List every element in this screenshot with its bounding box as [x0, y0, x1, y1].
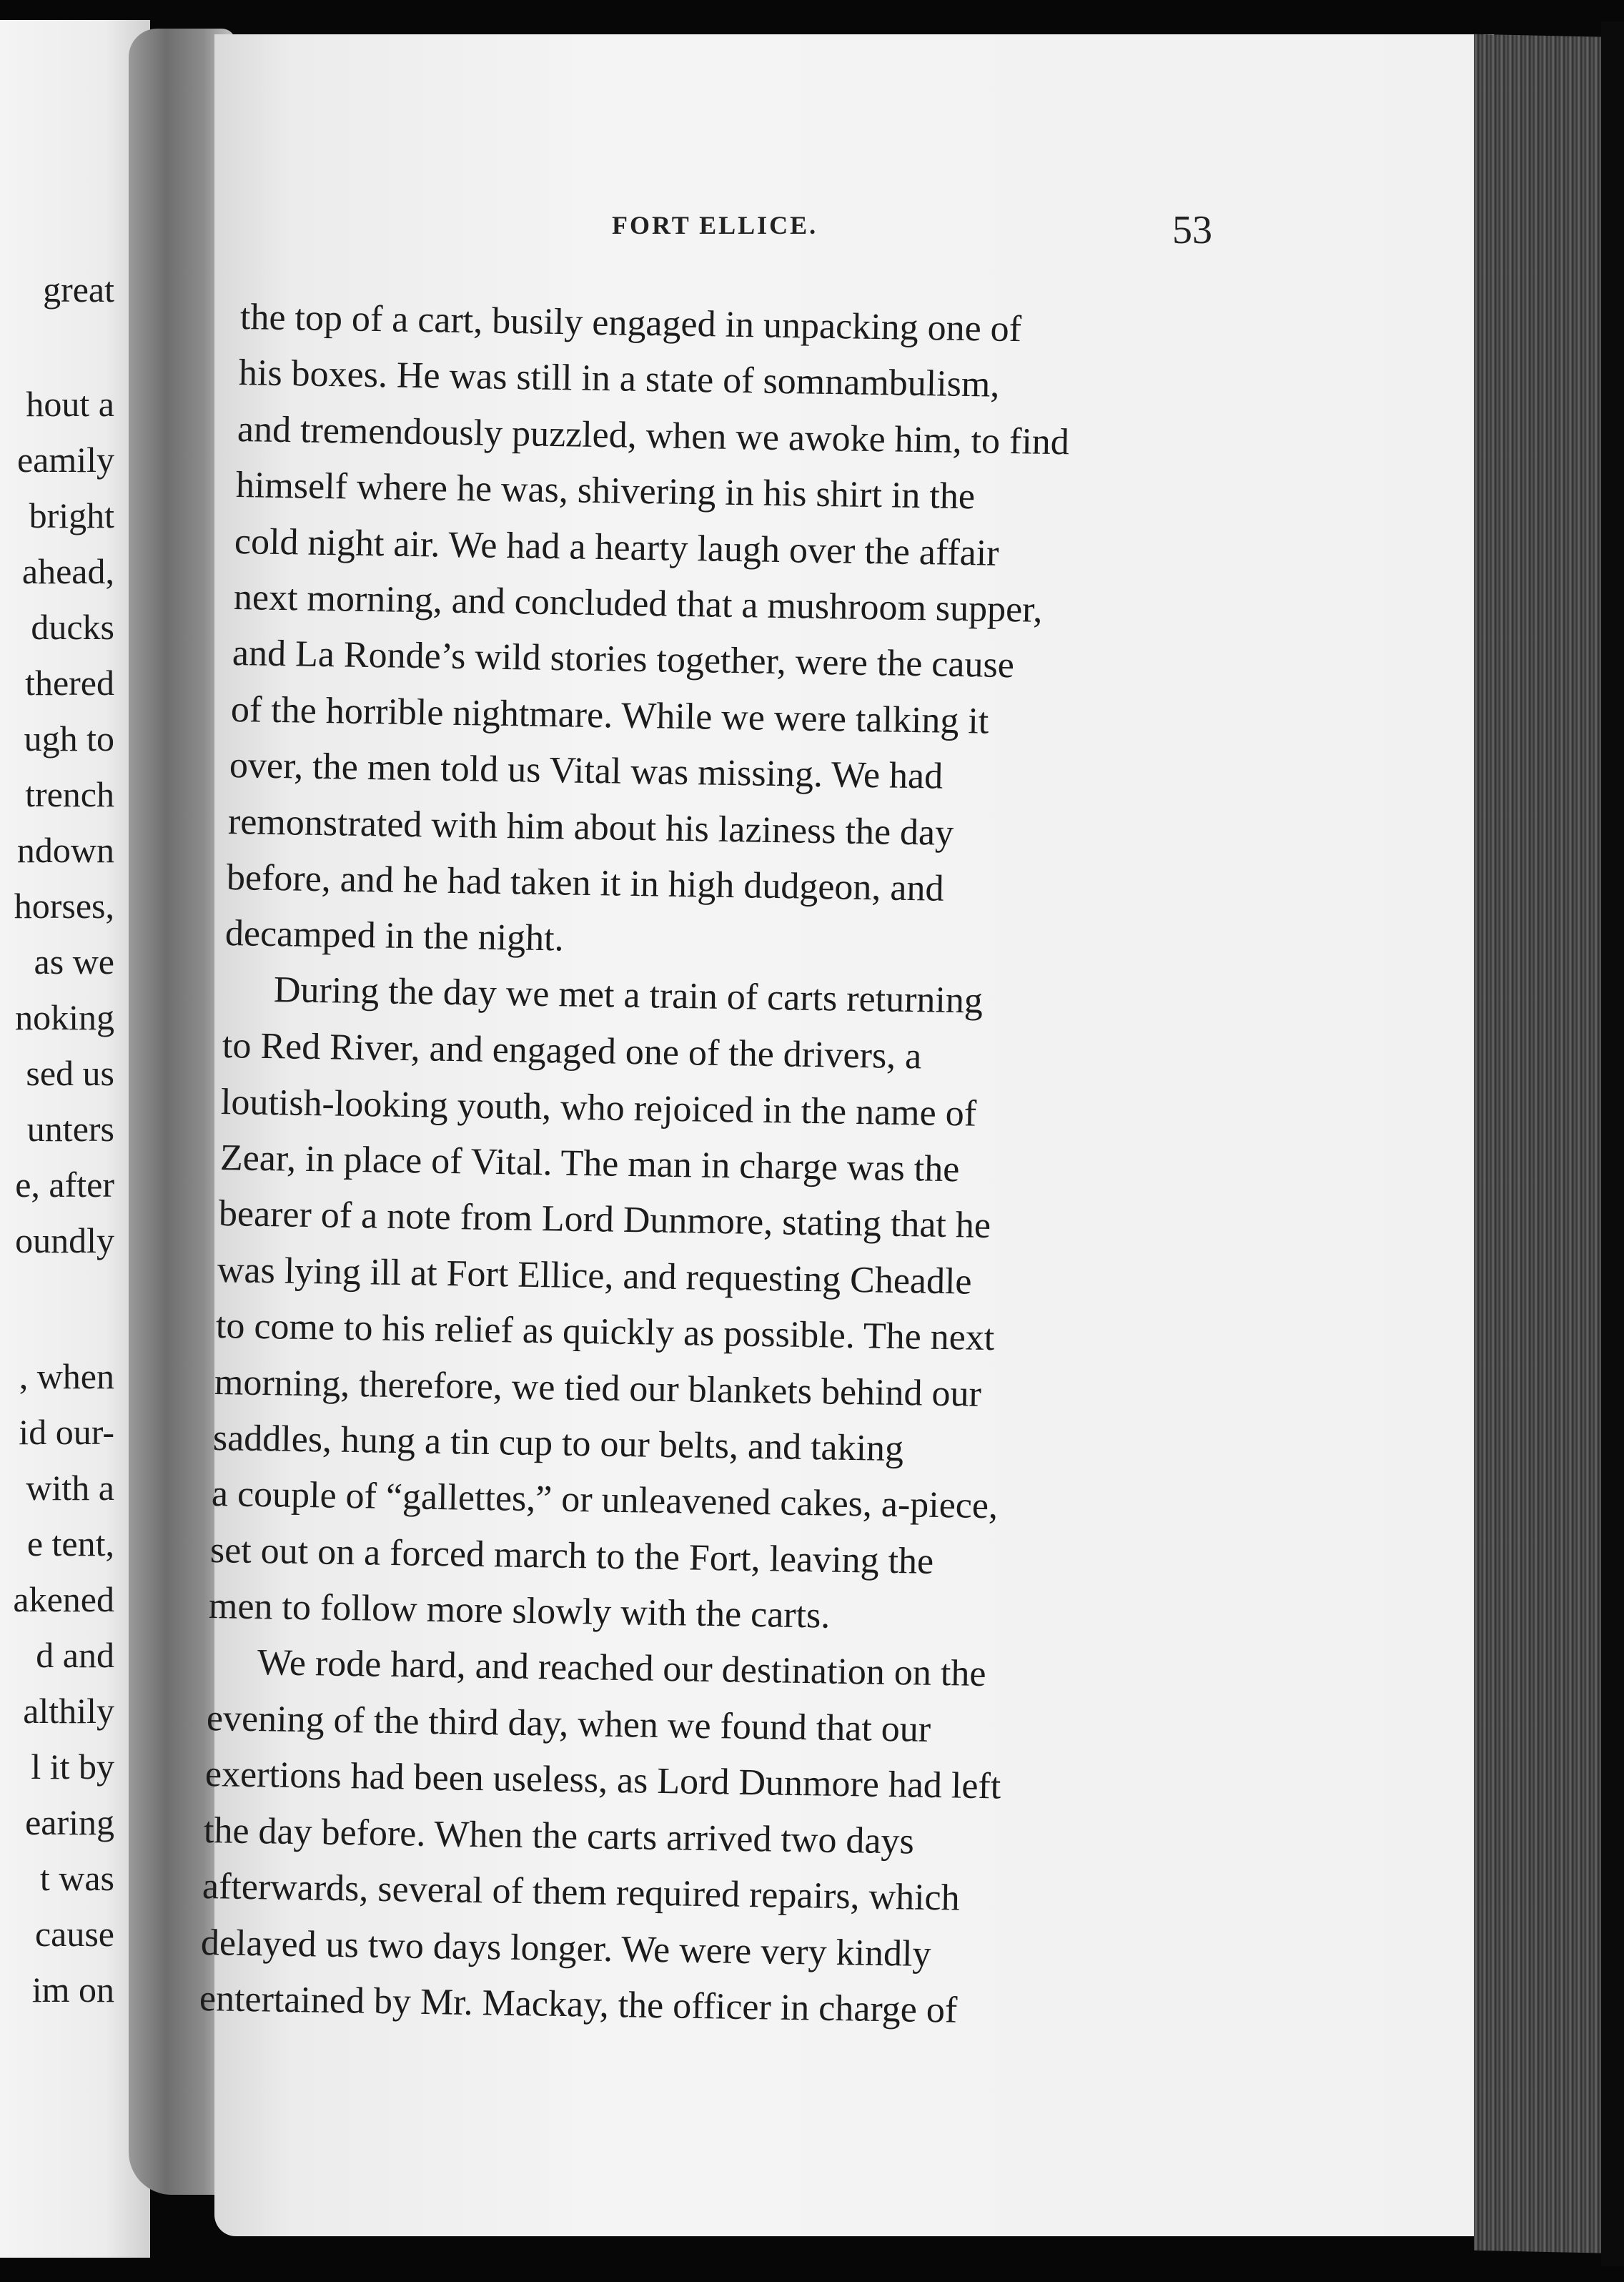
body-line: cold night air. We had a hearty laugh over the affair: [234, 520, 1000, 574]
left-page-line: , when: [19, 1356, 114, 1396]
body-line: delayed us two days longer. We were very kindly: [200, 1922, 931, 1975]
running-head: FORT ELLICE.: [612, 211, 818, 239]
body-line: evening of the third day, when we found that our: [206, 1698, 931, 1750]
left-page-line: e tent,: [26, 1523, 114, 1564]
body-line: and tremendously puzzled, when we awoke him, to find: [237, 408, 1070, 463]
body-line: the day before. When the carts arrived two days: [203, 1809, 914, 1862]
body-line: next morning, and concluded that a mushroom supper,: [233, 577, 1043, 631]
body-line: to Red River, and engaged one of the drivers, a: [222, 1025, 923, 1077]
left-page-line: althily: [23, 1691, 114, 1731]
body-line: men to follow more slowly with the carts.: [208, 1586, 831, 1636]
left-page-line: sed us: [26, 1053, 114, 1093]
page-header: [0, 207, 1624, 257]
left-page-line: thered: [25, 663, 114, 703]
left-page-line: trench: [25, 774, 114, 814]
body-line: set out on a forced march to the Fort, leaving the: [209, 1529, 934, 1582]
left-page-line: ducks: [31, 607, 114, 647]
left-page-line: bright: [29, 495, 114, 535]
body-line: a couple of “gallettes,” or unleavened cakes, a-piece,: [211, 1473, 999, 1527]
body-line: was lying ill at Fort Ellice, and requesting Cheadle: [217, 1249, 972, 1303]
body-line: over, the men told us Vital was missing. We had: [229, 745, 944, 797]
left-page-line: eamily: [16, 440, 114, 480]
left-page-line: ahead,: [21, 551, 114, 591]
left-page-line: unters: [26, 1109, 114, 1149]
left-page-line: id our-: [19, 1412, 114, 1452]
left-page-line: im on: [31, 1970, 114, 2010]
left-page-line: oundly: [15, 1220, 114, 1260]
body-line: himself where he was, shivering in his shirt in the: [235, 465, 976, 518]
left-page-line: ugh to: [24, 718, 114, 759]
left-page-line: d and: [36, 1635, 114, 1675]
body-line: Zear, in place of Vital. The man in charge was the: [219, 1137, 960, 1190]
body-line: saddles, hung a tin cup to our belts, and taking: [212, 1418, 904, 1470]
body-line: to come to his relief as quickly as possible. The next: [215, 1305, 995, 1359]
left-page-line: as we: [34, 942, 114, 982]
body-line: entertained by Mr. Mackay, the officer in charge of: [199, 1978, 958, 2031]
body-line: before, and he had taken it in high dudgeon, and: [226, 857, 944, 909]
body-line: his boxes. He was still in a state of somnambulism,: [238, 352, 1000, 406]
body-line: We rode hard, and reached our destination on the: [257, 1641, 987, 1694]
left-page-line: e, after: [15, 1165, 114, 1205]
body-line: bearer of a note from Lord Dunmore, stating that he: [218, 1193, 991, 1247]
left-page-line: l it by: [31, 1747, 114, 1787]
body-line: and La Ronde’s wild stories together, were the cause: [232, 633, 1014, 686]
left-page-line: with a: [26, 1468, 114, 1508]
left-page-line: cause: [34, 1914, 114, 1954]
left-page-line: t was: [39, 1858, 114, 1898]
left-page-line: horses,: [14, 886, 114, 926]
left-page-line: earing: [25, 1802, 114, 1842]
left-page-line: noking: [15, 997, 114, 1037]
body-line: remonstrated with him about his laziness the day: [227, 801, 954, 854]
body-line: morning, therefore, we tied our blankets behind our: [214, 1361, 982, 1415]
page-number: 53: [1172, 208, 1212, 252]
body-line: the top of a cart, busily engaged in unpacking one of: [239, 297, 1022, 350]
body-line: loutish-looking youth, who rejoiced in the name of: [220, 1081, 977, 1135]
body-line: exertions had been useless, as Lord Dunmore had left: [204, 1754, 1001, 1807]
body-line: decamped in the night.: [224, 913, 565, 959]
body-line: During the day we met a train of carts returning: [273, 969, 984, 1022]
left-page-line: ndown: [16, 830, 114, 870]
left-page-line: hout a: [26, 384, 114, 424]
left-page-line: great: [43, 270, 114, 310]
body-line: afterwards, several of them required repairs, which: [202, 1866, 960, 1919]
book-edge-shadow: [1601, 21, 1624, 2266]
left-page-line: akened: [13, 1579, 114, 1619]
body-line: of the horrible nightmare. While we were talking it: [230, 688, 989, 742]
